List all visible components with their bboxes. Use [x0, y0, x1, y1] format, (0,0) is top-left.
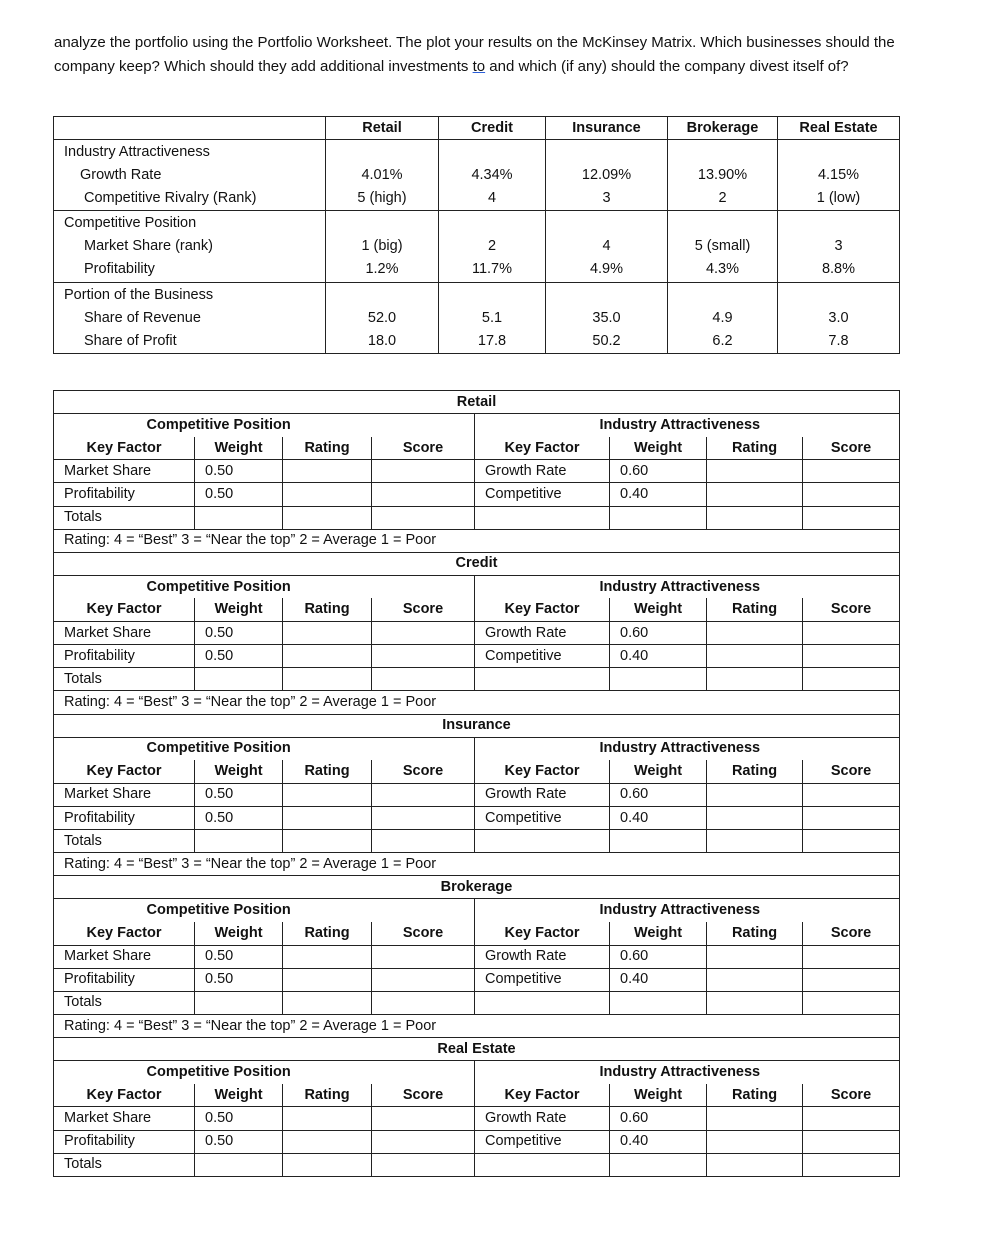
totals-score-cell[interactable]	[372, 1153, 475, 1176]
column-header-real-estate: Real Estate	[778, 117, 900, 140]
revenue-real-estate: 3.0	[828, 310, 849, 326]
profitability-rating-cell[interactable]	[283, 483, 372, 506]
rating-note-row	[54, 529, 900, 552]
industry-attractiveness-heading: Industry Attractiveness	[610, 575, 803, 598]
rating-note-row	[54, 853, 900, 876]
rating-header: Rating	[283, 1084, 372, 1107]
label-share-of-revenue: Share of Revenue	[84, 310, 201, 326]
share-real-estate: 3	[834, 238, 843, 254]
market-share-label: Market Share	[54, 945, 195, 968]
competitive-position-heading: Competitive Position	[195, 737, 475, 760]
competitive-weight: 0.40	[610, 806, 707, 829]
competitive-weight: 0.40	[610, 483, 707, 506]
competitive-score-cell[interactable]	[803, 1130, 900, 1153]
worksheet-row-market-share	[54, 460, 900, 483]
rating-scale-note: Rating: 4 = “Best” 3 = “Near the top” 2 = Average 1 = Poor	[54, 853, 900, 876]
share-retail: 1 (big)	[361, 238, 403, 254]
section-title-row	[54, 552, 900, 575]
growth-rate-weight: 0.60	[610, 460, 707, 483]
profit-real-estate: 8.8%	[821, 261, 856, 277]
key-factor-header: Key Factor	[475, 598, 610, 621]
profitability-rating-cell[interactable]	[283, 806, 372, 829]
score-header: Score	[372, 598, 475, 621]
profit-insurance: 4.9%	[589, 261, 624, 277]
competitive-position-heading: Competitive Position	[195, 414, 475, 437]
totals-rating-cell[interactable]	[283, 1153, 372, 1176]
growth-rate-weight: 0.60	[610, 622, 707, 645]
score-header: Score	[803, 437, 900, 460]
totals-ind-score-cell[interactable]	[803, 830, 900, 853]
market-share-rating-cell[interactable]	[283, 783, 372, 806]
totals-label: Totals	[54, 1153, 195, 1176]
totals-ind-score-cell[interactable]	[803, 506, 900, 529]
rating-note-row	[54, 1014, 900, 1037]
section-title-brokerage: Brokerage	[54, 876, 900, 899]
market-share-label: Market Share	[54, 460, 195, 483]
weight-header: Weight	[610, 1084, 707, 1107]
competitive-rating-cell[interactable]	[707, 1130, 803, 1153]
growth-rate-rating-cell[interactable]	[707, 460, 803, 483]
market-share-score-cell[interactable]	[372, 945, 475, 968]
instructions-text-end: and which (if any) should the company divest itself of?	[485, 58, 849, 75]
column-header-retail: Retail	[326, 117, 439, 140]
competitive-weight: 0.40	[610, 1130, 707, 1153]
competitive-rating-cell[interactable]	[707, 483, 803, 506]
totals-label: Totals	[54, 830, 195, 853]
totals-rating-cell[interactable]	[283, 991, 372, 1014]
to-link[interactable]: to	[472, 58, 486, 75]
worksheet-row-market-share	[54, 945, 900, 968]
totals-ind-rating-cell[interactable]	[707, 668, 803, 691]
growth-rate-label: Growth Rate	[475, 460, 610, 483]
section-title-row	[54, 1038, 900, 1061]
profit-share-brokerage: 6.2	[712, 333, 733, 349]
totals-ind-score-cell[interactable]	[803, 1153, 900, 1176]
column-header-row	[54, 437, 900, 460]
column-header-row	[54, 598, 900, 621]
revenue-insurance: 35.0	[592, 310, 621, 326]
summary-portion-row	[54, 283, 900, 354]
industry-attractiveness-heading: Industry Attractiveness	[610, 1061, 803, 1084]
profitability-weight: 0.50	[195, 1130, 283, 1153]
market-share-rating-cell[interactable]	[283, 1107, 372, 1130]
profitability-score-cell[interactable]	[372, 806, 475, 829]
worksheet-row-profitability	[54, 645, 900, 668]
growth-insurance: 12.09%	[581, 167, 632, 183]
market-share-weight: 0.50	[195, 622, 283, 645]
worksheet-row-profitability	[54, 968, 900, 991]
profit-credit: 11.7%	[471, 261, 513, 277]
column-header-brokerage: Brokerage	[668, 117, 778, 140]
totals-score-cell[interactable]	[372, 830, 475, 853]
market-share-score-cell[interactable]	[372, 460, 475, 483]
rivalry-real-estate: 1 (low)	[816, 190, 861, 206]
worksheet-row-market-share	[54, 1107, 900, 1130]
column-header-credit: Credit	[439, 117, 546, 140]
growth-rate-rating-cell[interactable]	[707, 1107, 803, 1130]
revenue-brokerage: 4.9	[712, 310, 733, 326]
growth-rate-rating-cell[interactable]	[707, 622, 803, 645]
totals-score-cell[interactable]	[372, 506, 475, 529]
key-factor-header: Key Factor	[54, 922, 195, 945]
competitive-score-cell[interactable]	[803, 968, 900, 991]
worksheet-row-profitability	[54, 1130, 900, 1153]
profit-share-real-estate: 7.8	[828, 333, 849, 349]
industry-attractiveness-heading: Industry Attractiveness	[610, 414, 803, 437]
competitive-rating-cell[interactable]	[707, 806, 803, 829]
portfolio-summary-table	[53, 116, 900, 354]
profit-share-credit: 17.8	[477, 333, 507, 349]
totals-label: Totals	[54, 506, 195, 529]
score-header: Score	[803, 598, 900, 621]
instructions-text: analyze the portfolio using the Portfolio Worksheet. The plot your results on the McKinsey Matrix. Which businesses should the company keep? Which should they add additional investments	[54, 34, 895, 75]
totals-ind-rating-cell[interactable]	[707, 830, 803, 853]
competitive-score-cell[interactable]	[803, 806, 900, 829]
market-share-weight: 0.50	[195, 1107, 283, 1130]
section-group-row	[54, 575, 900, 598]
weight-header: Weight	[610, 598, 707, 621]
growth-rate-score-cell[interactable]	[803, 1107, 900, 1130]
label-share-of-profit: Share of Profit	[84, 333, 177, 349]
summary-header-blank	[54, 117, 326, 140]
profit-share-insurance: 50.2	[592, 333, 621, 349]
growth-retail: 4.01%	[361, 167, 403, 183]
growth-rate-score-cell[interactable]	[803, 783, 900, 806]
growth-rate-score-cell[interactable]	[803, 622, 900, 645]
column-header-row	[54, 1084, 900, 1107]
rating-header: Rating	[707, 760, 803, 783]
growth-rate-label: Growth Rate	[475, 1107, 610, 1130]
score-header: Score	[372, 437, 475, 460]
weight-header: Weight	[610, 437, 707, 460]
worksheet-row-totals	[54, 991, 900, 1014]
rating-note-row	[54, 691, 900, 714]
profit-brokerage: 4.3%	[705, 261, 740, 277]
section-title-insurance: Insurance	[54, 714, 900, 737]
totals-ind-score-cell[interactable]	[803, 668, 900, 691]
totals-rating-cell[interactable]	[283, 830, 372, 853]
profitability-label: Profitability	[54, 1130, 195, 1153]
profitability-weight: 0.50	[195, 645, 283, 668]
totals-label: Totals	[54, 991, 195, 1014]
market-share-label: Market Share	[54, 783, 195, 806]
score-header: Score	[372, 1084, 475, 1107]
competitive-label: Competitive	[475, 645, 610, 668]
section-group-row	[54, 414, 900, 437]
profit-share-retail: 18.0	[367, 333, 397, 349]
profitability-rating-cell[interactable]	[283, 645, 372, 668]
competitive-position-heading: Competitive Position	[195, 899, 475, 922]
key-factor-header: Key Factor	[475, 1084, 610, 1107]
share-brokerage: 5 (small)	[694, 238, 751, 254]
score-header: Score	[803, 760, 900, 783]
profitability-rating-cell[interactable]	[283, 968, 372, 991]
growth-rate-score-cell[interactable]	[803, 460, 900, 483]
totals-score-cell[interactable]	[372, 668, 475, 691]
summary-header-row	[54, 117, 900, 140]
summary-industry-row	[54, 140, 900, 211]
profitability-label: Profitability	[54, 645, 195, 668]
competitive-weight: 0.40	[610, 968, 707, 991]
revenue-credit: 5.1	[481, 310, 503, 326]
share-insurance: 4	[602, 238, 611, 254]
worksheet-row-totals	[54, 1153, 900, 1176]
competitive-position-heading: Competitive Position	[195, 1061, 475, 1084]
rating-header: Rating	[283, 437, 372, 460]
market-share-score-cell[interactable]	[372, 783, 475, 806]
rating-header: Rating	[283, 922, 372, 945]
competitive-label: Competitive	[475, 1130, 610, 1153]
rivalry-brokerage: 2	[718, 190, 727, 206]
profitability-weight: 0.50	[195, 483, 283, 506]
profitability-score-cell[interactable]	[372, 1130, 475, 1153]
competitive-label: Competitive	[475, 806, 610, 829]
totals-rating-cell[interactable]	[283, 506, 372, 529]
label-profitability: Profitability	[84, 261, 155, 277]
growth-real-estate: 4.15%	[817, 167, 860, 183]
label-market-share: Market Share (rank)	[84, 238, 213, 254]
weight-header: Weight	[195, 1084, 283, 1107]
label-competitive-rivalry: Competitive Rivalry (Rank)	[84, 190, 257, 206]
score-header: Score	[803, 1084, 900, 1107]
rating-header: Rating	[707, 437, 803, 460]
growth-rate-rating-cell[interactable]	[707, 783, 803, 806]
totals-score-cell[interactable]	[372, 991, 475, 1014]
competitive-label: Competitive	[475, 483, 610, 506]
totals-rating-cell[interactable]	[283, 668, 372, 691]
rating-header: Rating	[707, 598, 803, 621]
rating-header: Rating	[707, 1084, 803, 1107]
section-group-row	[54, 899, 900, 922]
score-header: Score	[803, 922, 900, 945]
share-credit: 2	[487, 238, 497, 254]
label-growth-rate: Growth Rate	[80, 167, 162, 183]
profitability-score-cell[interactable]	[372, 968, 475, 991]
market-share-rating-cell[interactable]	[283, 622, 372, 645]
rating-header: Rating	[283, 760, 372, 783]
competitive-position-heading: Competitive Position	[195, 575, 475, 598]
section-title-real-estate: Real Estate	[54, 1038, 900, 1061]
market-share-label: Market Share	[54, 622, 195, 645]
worksheet-row-profitability	[54, 483, 900, 506]
column-header-row	[54, 760, 900, 783]
competitive-weight: 0.40	[610, 645, 707, 668]
growth-rate-label: Growth Rate	[475, 783, 610, 806]
rating-header: Rating	[707, 922, 803, 945]
growth-rate-weight: 0.60	[610, 945, 707, 968]
profitability-label: Profitability	[54, 968, 195, 991]
key-factor-header: Key Factor	[475, 922, 610, 945]
section-title-row	[54, 714, 900, 737]
profitability-label: Profitability	[54, 483, 195, 506]
worksheet-row-market-share	[54, 622, 900, 645]
weight-header: Weight	[195, 922, 283, 945]
totals-ind-rating-cell[interactable]	[707, 991, 803, 1014]
score-header: Score	[372, 760, 475, 783]
totals-ind-score-cell[interactable]	[803, 991, 900, 1014]
rivalry-retail: 5 (high)	[357, 190, 407, 206]
section-title-retail: Retail	[54, 391, 900, 414]
totals-label: Totals	[54, 668, 195, 691]
rating-header: Rating	[283, 598, 372, 621]
portfolio-worksheet-table	[53, 390, 900, 1177]
profitability-weight: 0.50	[195, 968, 283, 991]
competitive-score-cell[interactable]	[803, 483, 900, 506]
key-factor-header: Key Factor	[475, 760, 610, 783]
section-group-row	[54, 1061, 900, 1084]
profitability-score-cell[interactable]	[372, 483, 475, 506]
label-industry-attractiveness: Industry Attractiveness	[64, 144, 210, 160]
rivalry-insurance: 3	[602, 190, 611, 206]
market-share-score-cell[interactable]	[372, 622, 475, 645]
market-share-rating-cell[interactable]	[283, 460, 372, 483]
rating-scale-note: Rating: 4 = “Best” 3 = “Near the top” 2 = Average 1 = Poor	[54, 529, 900, 552]
worksheet-row-profitability	[54, 806, 900, 829]
section-title-row	[54, 391, 900, 414]
growth-rate-weight: 0.60	[610, 783, 707, 806]
market-share-score-cell[interactable]	[372, 1107, 475, 1130]
weight-header: Weight	[610, 922, 707, 945]
weight-header: Weight	[610, 760, 707, 783]
key-factor-header: Key Factor	[54, 437, 195, 460]
growth-rate-label: Growth Rate	[475, 945, 610, 968]
key-factor-header: Key Factor	[54, 598, 195, 621]
key-factor-header: Key Factor	[475, 437, 610, 460]
worksheet-row-market-share	[54, 783, 900, 806]
growth-rate-rating-cell[interactable]	[707, 945, 803, 968]
column-header-insurance: Insurance	[546, 117, 668, 140]
market-share-weight: 0.50	[195, 945, 283, 968]
worksheet-row-totals	[54, 506, 900, 529]
industry-attractiveness-heading: Industry Attractiveness	[610, 737, 803, 760]
competitive-rating-cell[interactable]	[707, 968, 803, 991]
summary-position-row	[54, 211, 900, 283]
section-title-credit: Credit	[54, 552, 900, 575]
worksheet-row-totals	[54, 668, 900, 691]
rivalry-credit: 4	[487, 190, 497, 206]
revenue-retail: 52.0	[367, 310, 397, 326]
profitability-score-cell[interactable]	[372, 645, 475, 668]
rating-scale-note: Rating: 4 = “Best” 3 = “Near the top” 2 = Average 1 = Poor	[54, 691, 900, 714]
section-group-row	[54, 737, 900, 760]
market-share-weight: 0.50	[195, 460, 283, 483]
column-header-row	[54, 922, 900, 945]
industry-attractiveness-heading: Industry Attractiveness	[610, 899, 803, 922]
rating-scale-note: Rating: 4 = “Best” 3 = “Near the top” 2 = Average 1 = Poor	[54, 1014, 900, 1037]
growth-brokerage: 13.90%	[697, 167, 748, 183]
score-header: Score	[372, 922, 475, 945]
key-factor-header: Key Factor	[54, 760, 195, 783]
weight-header: Weight	[195, 598, 283, 621]
instructions-paragraph	[54, 31, 934, 79]
growth-rate-weight: 0.60	[610, 1107, 707, 1130]
growth-credit: 4.34%	[471, 167, 513, 183]
section-title-row	[54, 876, 900, 899]
label-competitive-position: Competitive Position	[64, 215, 197, 231]
totals-ind-rating-cell[interactable]	[707, 506, 803, 529]
growth-rate-score-cell[interactable]	[803, 945, 900, 968]
key-factor-header: Key Factor	[54, 1084, 195, 1107]
growth-rate-label: Growth Rate	[475, 622, 610, 645]
competitive-score-cell[interactable]	[803, 645, 900, 668]
profit-retail: 1.2%	[365, 261, 399, 277]
worksheet-row-totals	[54, 830, 900, 853]
market-share-label: Market Share	[54, 1107, 195, 1130]
market-share-rating-cell[interactable]	[283, 945, 372, 968]
profitability-label: Profitability	[54, 806, 195, 829]
weight-header: Weight	[195, 760, 283, 783]
profitability-weight: 0.50	[195, 806, 283, 829]
label-portion-of-business: Portion of the Business	[64, 287, 214, 303]
weight-header: Weight	[195, 437, 283, 460]
totals-ind-rating-cell[interactable]	[707, 1153, 803, 1176]
market-share-weight: 0.50	[195, 783, 283, 806]
competitive-rating-cell[interactable]	[707, 645, 803, 668]
profitability-rating-cell[interactable]	[283, 1130, 372, 1153]
competitive-label: Competitive	[475, 968, 610, 991]
